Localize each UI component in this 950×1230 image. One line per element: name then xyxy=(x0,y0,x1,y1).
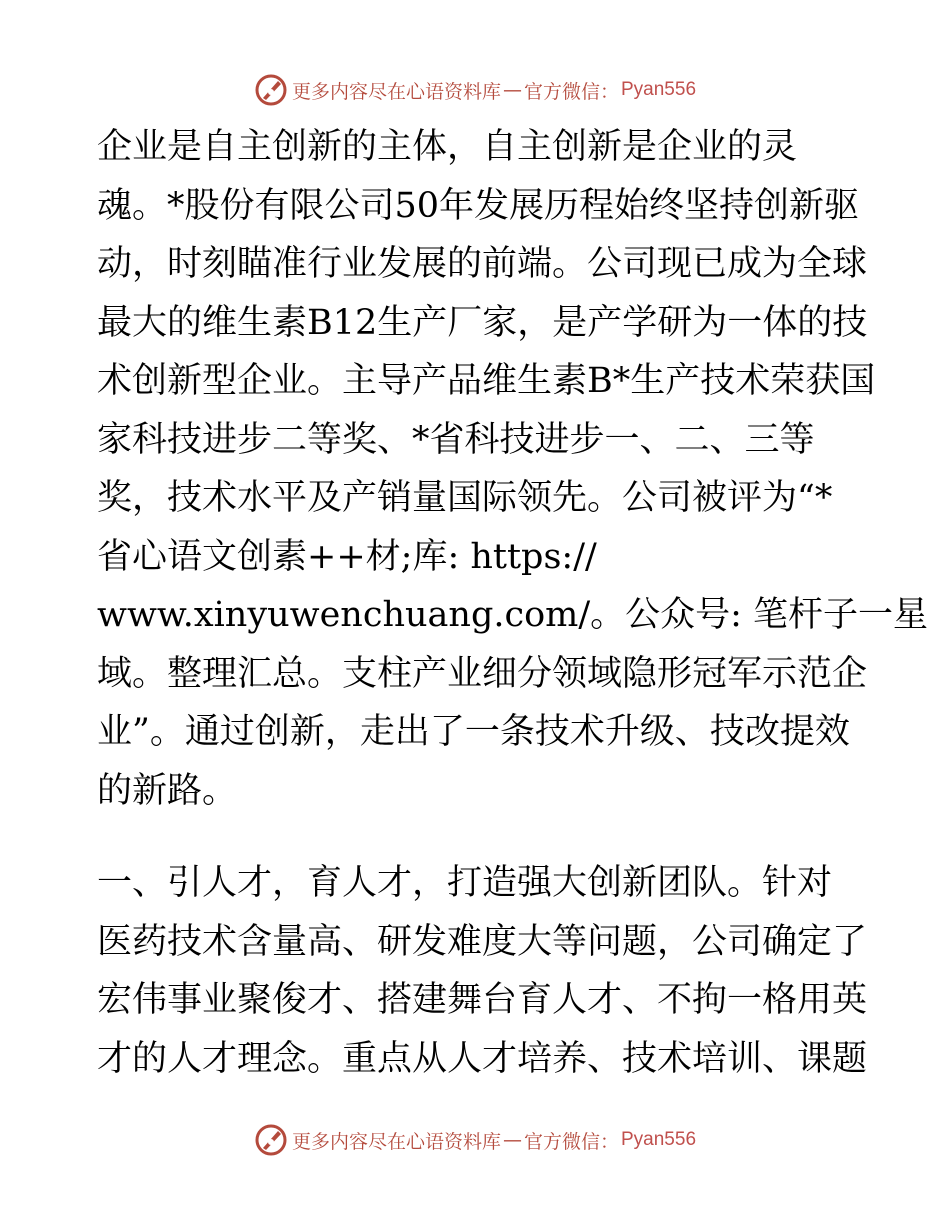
text-line: 业”。通过创新，走出了一条技术升级、技改提效 xyxy=(97,712,850,752)
text-line: www.xinyuwenchuang.com/。公众号: 笔杆子一星 xyxy=(97,595,929,635)
text-line: 医药技术含量高、研发难度大等问题，公司确定了 xyxy=(97,921,868,962)
header-brand-text: 更多内容尽在心语资料库 xyxy=(291,80,501,103)
text-line: 省心语文创素++材;库: https:// xyxy=(97,536,597,577)
header-banner xyxy=(0,70,950,110)
text-line: 的新路。 xyxy=(97,770,238,811)
document-body xyxy=(97,118,929,1088)
text-line: 才的人才理念。重点从人才培养、技术培训、课题 xyxy=(97,1038,868,1079)
quill-seal-icon xyxy=(254,1123,288,1157)
text-line: 宏伟事业聚俊才、搭建舞台育人才、不拘一格用英 xyxy=(97,980,868,1020)
text-line: 动，时刻瞄准行业发展的前端。公司现已成为全球 xyxy=(97,244,868,284)
header-wechat-account: Pyan556 xyxy=(621,79,697,100)
paragraph-intro xyxy=(97,118,929,820)
text-line: 一、引人才，育人才，打造强大创新团队。针对 xyxy=(97,863,833,903)
text-line: 域。整理汇总。支柱产业细分领域隐形冠军示范企 xyxy=(97,653,868,694)
text-line: 家科技进步二等奖、*省科技进步一、二、三等 xyxy=(97,419,815,460)
header-wechat-label: 官方微信： xyxy=(523,80,619,103)
paragraph-section-one xyxy=(97,854,868,1088)
text-line: 魂。*股份有限公司50年发展历程始终坚持创新驱 xyxy=(97,185,860,226)
text-line: 奖，技术水平及产销量国际领先。公司被评为“* xyxy=(97,478,833,518)
text-line: 企业是自主创新的主体，自主创新是企业的灵 xyxy=(97,127,798,167)
footer-wechat-account: Pyan556 xyxy=(621,1129,697,1150)
quill-seal-icon xyxy=(254,73,288,107)
footer-separator: — xyxy=(502,1129,522,1151)
footer-wechat-label: 官方微信： xyxy=(523,1130,619,1153)
footer-banner xyxy=(0,1120,950,1160)
text-line: 最大的维生素B12生产厂家，是产学研为一体的技 xyxy=(97,302,868,343)
text-line: 术创新型企业。主导产品维生素B*生产技术荣获国 xyxy=(97,361,876,401)
header-separator: — xyxy=(502,79,522,101)
footer-brand-text: 更多内容尽在心语资料库 xyxy=(291,1130,501,1153)
